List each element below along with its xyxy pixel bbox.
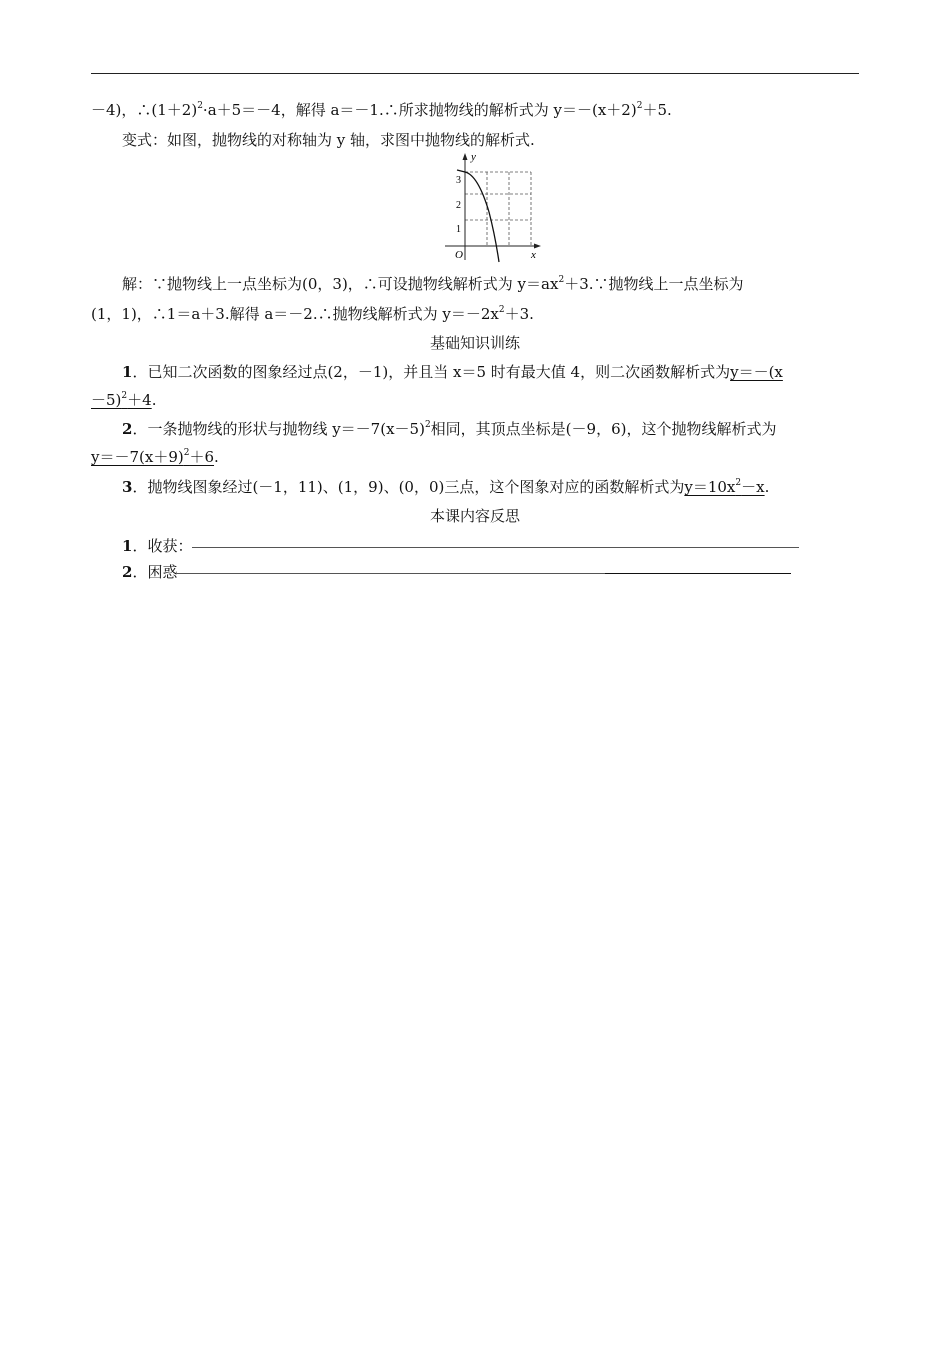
answer-part: ＋4 (127, 391, 152, 409)
item-label: ．困惑 (132, 563, 178, 581)
y-tick-label: 3 (456, 175, 461, 186)
superscript: 2 (498, 305, 505, 315)
x-axis-label: x (531, 249, 536, 261)
variant-question: 变式：如图，抛物线的对称轴为 y 轴，求图中抛物线的解析式. (122, 131, 535, 149)
training-heading: 基础知识训练 (429, 334, 520, 352)
answer-part: y＝－7(x＋9) (91, 448, 184, 466)
x-axis-arrow-icon (534, 244, 541, 249)
question-text: ．已知二次函数的图象经过点(2，－1)，并且当 x＝5 时有最大值 4，则二次函数解析式为 (132, 363, 731, 381)
question-2-line-1 (122, 419, 892, 439)
question-3 (122, 477, 892, 497)
question-text: 相同，其顶点坐标是(－9，6)，这个抛物线解析式为 (430, 420, 777, 438)
item-number: 2 (122, 563, 133, 581)
header-rule (91, 73, 859, 74)
answer-part: y＝10x (684, 478, 736, 496)
prev-solution-text-b: ·a＋5＝－4，解得 a＝－1.∴所求抛物线的解析式为 y＝－(x＋2) (202, 101, 637, 119)
superscript: 2 (558, 275, 565, 285)
superscript: 2 (424, 420, 431, 430)
superscript: 2 (197, 101, 203, 111)
answer-part: －x (741, 478, 765, 496)
origin-label: O (455, 249, 463, 261)
y-tick-label: 2 (456, 200, 461, 211)
item-number: 1 (122, 537, 133, 555)
prev-solution-text-a: －4)，∴(1＋2) (91, 101, 198, 119)
answer-blank-line[interactable] (605, 573, 791, 574)
answer-blank-line[interactable] (177, 573, 605, 574)
parabola-curve-left (457, 170, 465, 172)
prev-solution-text-c: ＋5. (642, 101, 672, 119)
parabola-graph (443, 150, 543, 265)
superscript: 2 (183, 448, 190, 458)
superscript: 2 (735, 478, 742, 488)
question-text: ．抛物线图象经过(－1，11)、(1，9)、(0，0)三点，这个图象对应的函数解析式为 (132, 478, 685, 496)
reflection-item-1 (122, 536, 892, 556)
answer-blank-line[interactable] (192, 547, 799, 548)
solution-text: ＋3. (504, 305, 534, 323)
answer-part: －5) (91, 391, 122, 409)
answer-text: y＝－(x (730, 363, 783, 381)
answer-text (684, 478, 764, 496)
question-2-line-2 (91, 447, 861, 467)
solution-text: ＋3.∵抛物线上一点坐标为 (564, 275, 744, 293)
solution-text: 解：∵抛物线上一点坐标为(0，3)，∴可设抛物线解析式为 y＝ax (122, 275, 559, 293)
superscript: 2 (121, 391, 128, 401)
graph-grid (465, 172, 531, 246)
answer-part: ＋6 (189, 448, 215, 466)
answer-text (91, 391, 152, 409)
prev-solution-line (91, 100, 861, 120)
question-number: 3 (122, 478, 133, 496)
period: . (214, 448, 219, 466)
y-axis-label: y (471, 151, 476, 163)
reflection-heading: 本课内容反思 (429, 507, 520, 525)
question-1-line-1 (122, 362, 892, 382)
superscript: 2 (636, 101, 643, 111)
question-1-line-2 (91, 390, 861, 410)
item-label: ．收获： (132, 537, 193, 555)
reflection-item-2 (122, 562, 892, 582)
y-axis-arrow-icon (463, 153, 468, 160)
parabola-curve (465, 172, 499, 262)
period: . (151, 391, 157, 409)
question-number: 2 (122, 420, 133, 438)
solution-text: (1，1)，∴1＝a＋3.解得 a＝－2.∴抛物线解析式为 y＝－2x (91, 305, 499, 323)
y-tick-label: 1 (456, 224, 461, 235)
question-text: ．一条抛物线的形状与抛物线 y＝－7(x－5) (132, 420, 425, 438)
period: . (764, 478, 770, 496)
variant-solution-line-2 (91, 304, 861, 324)
answer-text (91, 448, 214, 466)
variant-solution-line-1 (122, 274, 892, 294)
question-number: 1 (122, 363, 133, 381)
